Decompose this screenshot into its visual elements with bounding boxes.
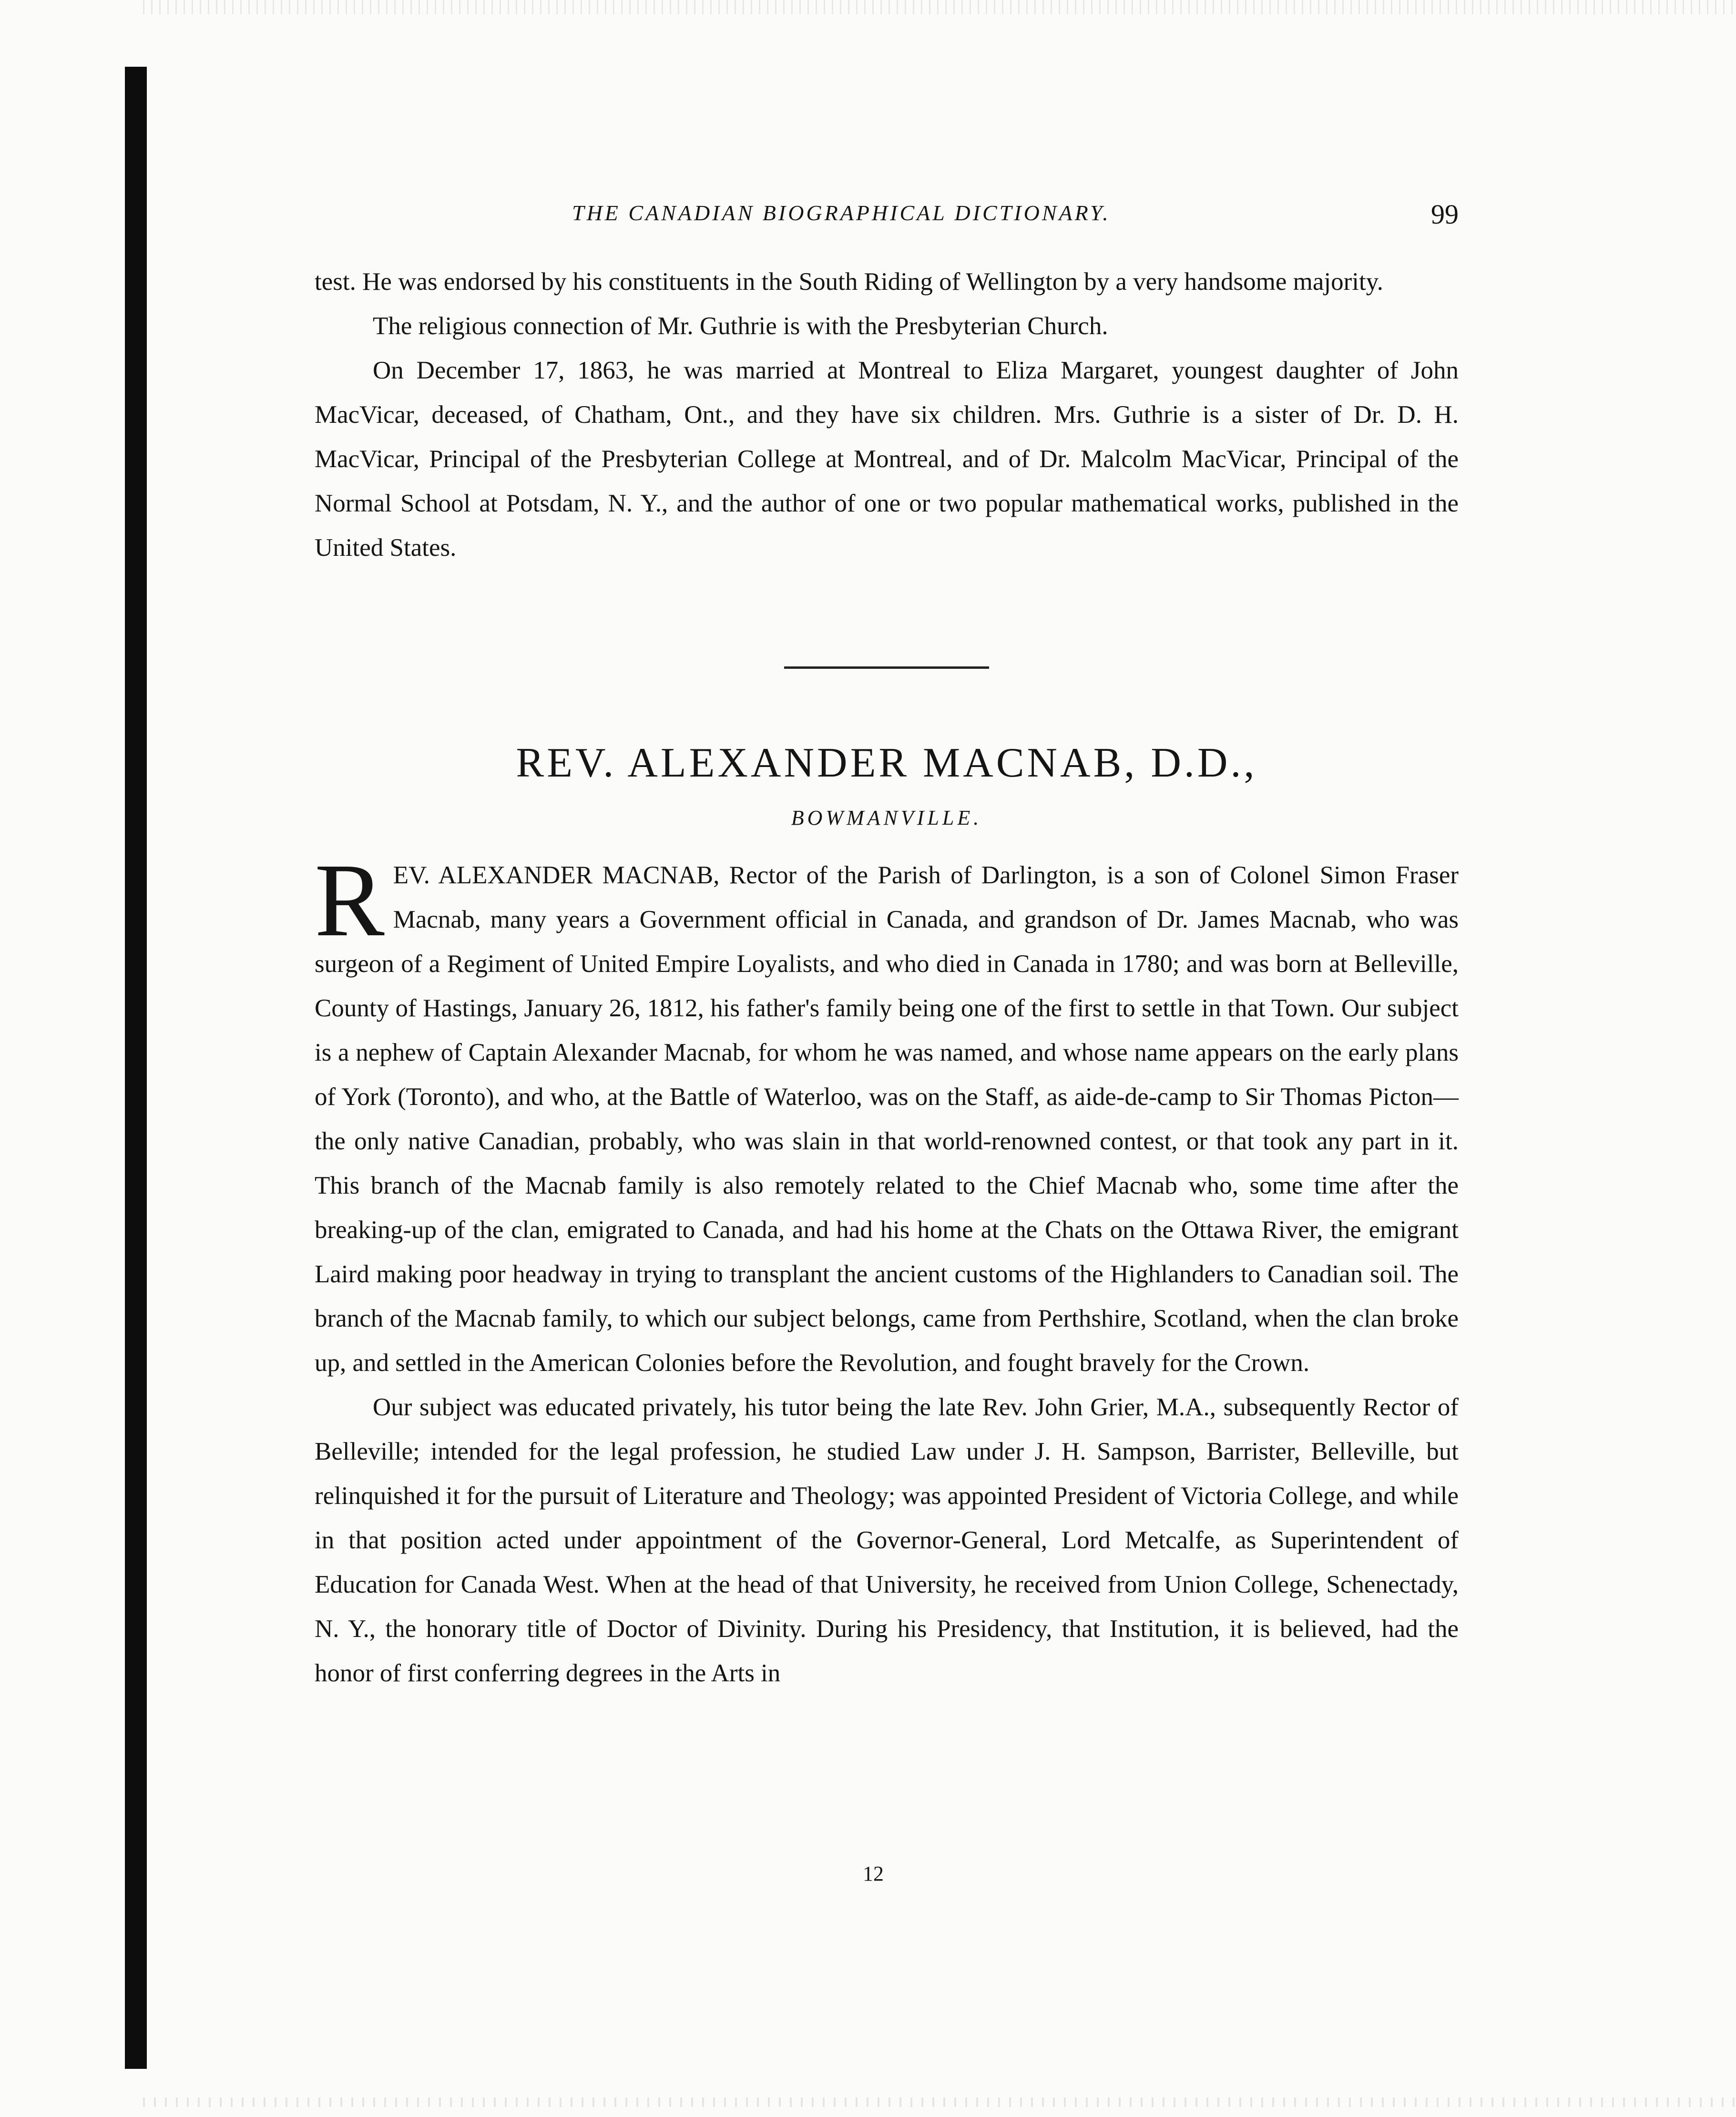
entry-body [315, 842, 1459, 1696]
page-number: 99 [1431, 199, 1459, 230]
scan-noise-bottom [143, 2097, 1736, 2107]
paragraph: Our subject was educated privately, his tutor being the late Rev. John Grier, M.A., subsequently Rector of Belleville; intended for the legal profession, he studied Law under J. H. Sampson, Barrister, Belleville, but relinquished it for the pursuit of Literature and Theology; was appointed President of Victoria College, and while in that position acted under appointment of the Governor-General, Lord Metcalfe, as Superintendent of Education for Canada West. When at the head of that University, he received from Union College, Schenectady, N. Y., the honorary title of Doctor of Divinity. During his Presidency, that Institution, it is believed, had the honor of first conferring degrees in the Arts in [315, 1393, 1459, 1687]
paragraph-text: EV. ALEXANDER MACNAB, Rector of the Parish of Darlington, is a son of Colonel Simon Fraser Macnab, many years a Government official in Canada, and grandson of Dr. James Macnab, who was surgeon of a Regiment of United Empire Loyalists, and who died in Canada in 1780; and was born at Belleville, County of Hastings, January 26, 1812, his father's family being one of the first to settle in that Town. Our subject is a nephew of Captain Alexander Macnab, for whom he was named, and whose name appears on the early plans of York (Toronto), and who, at the Battle of Waterloo, was on the Staff, as aide-de-camp to Sir Thomas Picton—the only native Canadian, probably, who was slain in that world-renowned contest, or that took any part in it. This branch of the Macnab family is also remotely related to the Chief Macnab who, some time after the breaking-up of the clan, emigrated to Canada, and had his home at the Chats on the Ottawa River, the emigrant Laird making poor headway in trying to transplant the ancient customs of the Highlanders to Canadian soil. The branch of the Macnab family, to which our subject belongs, came from Perthshire, Scotland, when the clan broke up, and settled in the American Colonies before the Revolution, and fought bravely for the Crown. [315, 861, 1459, 1377]
paragraph: On December 17, 1863, he was married at Montreal to Eliza Margaret, youngest daughter of John MacVicar, deceased, of Chatham, Ont., and they have six children. Mrs. Guthrie is a sister of Dr. D. H. MacVicar, Principal of the Presbyterian College at Montreal, and of Dr. Malcolm MacVicar, Principal of the Normal School at Potsdam, N. Y., and the author of one or two popular mathematical works, published in the United States. [315, 357, 1459, 562]
running-head [315, 200, 1459, 243]
paragraph: test. He was endorsed by his constituents in the South Riding of Wellington by a very handsome majority. [315, 268, 1384, 296]
drop-cap: R [315, 842, 385, 958]
entry-place: BOWMANVILLE. [791, 806, 982, 829]
previous-entry-continuation [315, 260, 1459, 570]
scan-noise-top [143, 0, 1736, 14]
running-title: THE CANADIAN BIOGRAPHICAL DICTIONARY. [572, 201, 1111, 225]
entry-heading: REV. ALEXANDER MACNAB, D.D., [516, 740, 1257, 786]
paragraph [315, 842, 1459, 1385]
binding-edge [125, 67, 147, 2069]
signature-mark: 12 [863, 1862, 884, 1885]
paragraph: The religious connection of Mr. Guthrie is with the Presbyterian Church. [373, 312, 1108, 340]
section-divider [784, 666, 989, 669]
